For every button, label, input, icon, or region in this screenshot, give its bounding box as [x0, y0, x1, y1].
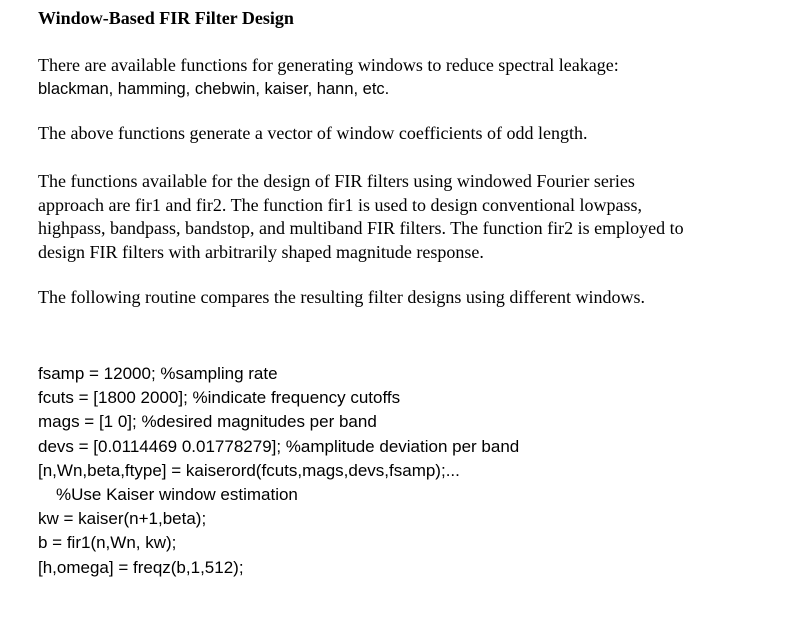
- code-line: b = fir1(n,Wn, kw);: [38, 533, 177, 553]
- code-line: kw = kaiser(n+1,beta);: [38, 509, 207, 529]
- code-line: fcuts = [1800 2000]; %indicate frequency cutoffs: [38, 388, 401, 408]
- window-functions-paragraph: [38, 54, 619, 101]
- paragraph-line: design FIR filters with arbitrarily shaped magnitude response.: [38, 241, 484, 262]
- document-title: Window-Based FIR Filter Design: [38, 8, 294, 28]
- code-line: fsamp = 12000; %sampling rate: [38, 364, 278, 383]
- code-comment-line: %Use Kaiser window estimation: [56, 485, 298, 505]
- window-coefficients-paragraph: [38, 122, 587, 146]
- paragraph-line: highpass, bandpass, bandstop, and multiband FIR filters. The function fir2 is employed to: [38, 218, 684, 238]
- paragraph-line: The following routine compares the resulting filter designs using different windows.: [38, 287, 646, 307]
- paragraph-line: The above functions generate a vector of window coefficients of odd length.: [38, 123, 588, 143]
- code-block: [38, 362, 519, 580]
- paragraph-line: The functions available for the design of FIR filters using windowed Fourier series: [38, 171, 635, 191]
- code-line: mags = [1 0]; %desired magnitudes per band: [38, 412, 377, 432]
- code-line: devs = [0.0114469 0.01778279]; %amplitude deviation per band: [38, 436, 520, 456]
- routine-intro-paragraph: [38, 286, 645, 310]
- code-line: [n,Wn,beta,ftype] = kaiserord(fcuts,mags,devs,fsamp);...: [38, 460, 460, 480]
- fir-functions-paragraph: [38, 170, 684, 264]
- paragraph-line: There are available functions for generating windows to reduce spectral leakage:: [38, 55, 619, 75]
- code-line: [h,omega] = freqz(b,1,512);: [38, 557, 244, 577]
- window-function-list: blackman, hamming, chebwin, kaiser, hann, etc.: [38, 79, 390, 98]
- paragraph-line: approach are fir1 and fir2. The function fir1 is used to design conventional lowpass,: [38, 194, 643, 215]
